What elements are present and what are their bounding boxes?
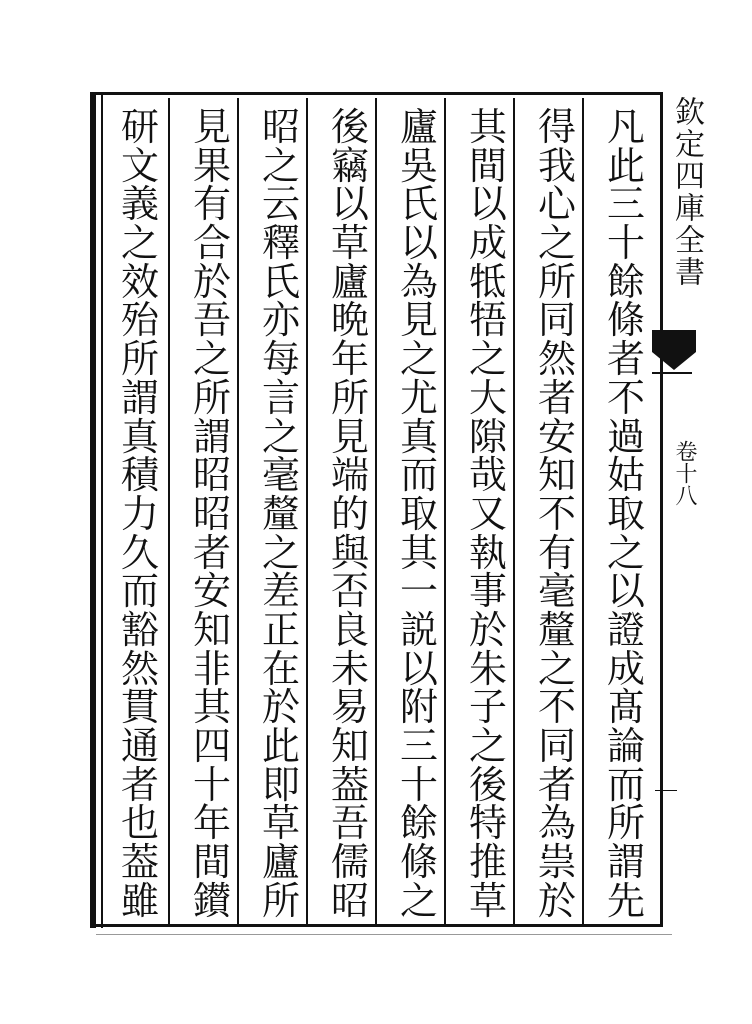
column-character: 非 — [192, 646, 231, 691]
column-character: 與 — [330, 530, 369, 575]
column-character: 為 — [399, 259, 438, 304]
column-character: 此 — [261, 724, 300, 768]
column-character: 豁 — [120, 607, 159, 652]
column-character: 心 — [537, 182, 576, 227]
fish-tail-rule — [652, 372, 692, 374]
column-character: 三 — [606, 182, 645, 227]
column-character: 研 — [120, 105, 159, 149]
column-character: 昭 — [192, 491, 231, 536]
column-character: 條 — [606, 298, 645, 343]
column-character: 事 — [468, 569, 507, 614]
column-character: 其 — [399, 530, 438, 575]
column-character: 之 — [537, 646, 576, 691]
column-character: 年 — [192, 801, 231, 846]
column-character: 然 — [120, 646, 159, 691]
column-character: 即 — [261, 762, 300, 807]
column-character: 昭 — [330, 878, 369, 923]
column-character: 言 — [261, 375, 300, 420]
column-character: 草 — [468, 878, 507, 923]
column-character: 安 — [537, 414, 576, 459]
column-character: 謂 — [606, 840, 645, 885]
column-character: 亦 — [261, 298, 300, 343]
column-character: 得 — [537, 105, 576, 149]
column-character: 條 — [399, 840, 438, 885]
column-character: 以 — [606, 569, 645, 614]
frame-left-thick-border — [90, 92, 96, 928]
column-character: 雖 — [120, 878, 159, 923]
column-character: 成 — [468, 221, 507, 266]
column-character: 其 — [468, 105, 507, 149]
column-character: 十 — [399, 762, 438, 807]
text-column-6 — [253, 105, 309, 923]
column-character: 取 — [399, 491, 438, 536]
column-character: 之 — [606, 530, 645, 575]
column-character: 殆 — [120, 298, 159, 343]
column-character: 同 — [537, 298, 576, 343]
column-character: 過 — [606, 414, 645, 459]
column-character: 力 — [120, 491, 159, 536]
column-character: 毫 — [537, 569, 576, 614]
column-character: 之 — [261, 414, 300, 459]
column-character: 文 — [120, 143, 159, 188]
column-character: 之 — [537, 221, 576, 266]
text-column-7 — [184, 105, 240, 923]
column-character: 知 — [330, 724, 369, 768]
column-character: 於 — [468, 607, 507, 652]
column-character: 於 — [537, 878, 576, 923]
column-character: 見 — [399, 298, 438, 343]
text-column-3 — [460, 105, 516, 923]
column-character: 貫 — [120, 685, 159, 730]
column-character: 不 — [537, 491, 576, 536]
column-character: 者 — [606, 337, 645, 382]
column-rule — [168, 98, 170, 924]
column-character: 間 — [468, 143, 507, 188]
column-character: 晩 — [330, 298, 369, 343]
column-character: 又 — [468, 491, 507, 536]
column-character: 此 — [606, 143, 645, 188]
column-character: 吾 — [192, 298, 231, 343]
column-character: 鑚 — [192, 878, 231, 923]
text-column-8 — [112, 105, 168, 923]
column-character: 為 — [537, 801, 576, 846]
column-character: 良 — [330, 607, 369, 652]
column-character: 釐 — [537, 607, 576, 652]
column-character: 朱 — [468, 646, 507, 691]
column-character: 大 — [468, 375, 507, 420]
column-character: 端 — [330, 453, 369, 498]
column-character: 十 — [606, 221, 645, 266]
text-column-4 — [391, 105, 447, 923]
column-character: 謂 — [120, 375, 159, 420]
column-character: 後 — [468, 762, 507, 807]
column-character: 氏 — [261, 259, 300, 304]
column-character: 一 — [399, 569, 438, 614]
column-character: 執 — [468, 530, 507, 575]
column-character: 其 — [192, 685, 231, 730]
column-character: 知 — [537, 453, 576, 498]
text-column-1 — [598, 105, 654, 923]
column-character: 推 — [468, 840, 507, 885]
column-character: 見 — [192, 105, 231, 149]
column-character: 説 — [399, 607, 438, 652]
column-character: 所 — [537, 259, 576, 304]
column-character: 祟 — [537, 840, 576, 885]
text-column-2 — [529, 105, 585, 923]
column-character: 凡 — [606, 105, 645, 149]
column-character: 者 — [192, 530, 231, 575]
column-character: 真 — [399, 414, 438, 459]
column-character: 以 — [399, 221, 438, 266]
column-character: 特 — [468, 801, 507, 846]
column-character: 所 — [606, 801, 645, 846]
column-character: 的 — [330, 491, 369, 536]
column-character: 髙 — [606, 685, 645, 730]
book-title: 欽定四庫全書 — [669, 96, 704, 288]
bottom-faint-rule — [96, 934, 672, 935]
column-character: 謂 — [192, 414, 231, 459]
column-character: 姑 — [606, 453, 645, 498]
column-character: 見 — [330, 414, 369, 459]
text-column-5 — [322, 105, 378, 923]
margin-tick — [655, 790, 677, 791]
column-character: 所 — [261, 878, 300, 923]
column-character: 而 — [120, 569, 159, 614]
frame-left-thin-border — [101, 92, 103, 928]
column-character: 者 — [537, 762, 576, 807]
column-character: 差 — [261, 569, 300, 614]
column-character: 每 — [261, 337, 300, 382]
column-character: 餘 — [399, 801, 438, 846]
column-character: 通 — [120, 724, 159, 768]
column-character: 我 — [537, 143, 576, 188]
column-character: 不 — [537, 685, 576, 730]
column-character: 有 — [192, 182, 231, 227]
column-character: 者 — [537, 375, 576, 420]
column-character: 以 — [399, 646, 438, 691]
column-character: 果 — [192, 143, 231, 188]
column-character: 以 — [330, 182, 369, 227]
column-character: 廬 — [261, 840, 300, 885]
column-character: 效 — [120, 259, 159, 304]
column-character: 隙 — [468, 414, 507, 459]
column-character: 之 — [468, 724, 507, 768]
column-character: 間 — [192, 840, 231, 885]
frame-top-border — [90, 92, 662, 95]
column-character: 也 — [120, 801, 159, 846]
column-character: 昭 — [261, 105, 300, 149]
column-character: 正 — [261, 607, 300, 652]
column-character: 而 — [399, 453, 438, 498]
column-character: 者 — [120, 762, 159, 807]
column-character: 釋 — [261, 221, 300, 266]
column-character: 尤 — [399, 375, 438, 420]
column-character: 三 — [399, 724, 438, 768]
column-character: 氏 — [399, 182, 438, 227]
column-character: 而 — [606, 762, 645, 807]
column-character: 合 — [192, 221, 231, 266]
column-character: 附 — [399, 685, 438, 730]
column-character: 真 — [120, 414, 159, 459]
column-character: 安 — [192, 569, 231, 614]
column-character: 同 — [537, 724, 576, 768]
column-character: 在 — [261, 646, 300, 691]
column-character: 之 — [399, 878, 438, 923]
column-character: 所 — [192, 375, 231, 420]
column-character: 成 — [606, 646, 645, 691]
column-character: 於 — [192, 259, 231, 304]
column-character: 葢 — [120, 840, 159, 885]
column-character: 子 — [468, 685, 507, 730]
column-character: 之 — [120, 221, 159, 266]
column-character: 知 — [192, 607, 231, 652]
column-character: 未 — [330, 646, 369, 691]
volume-label: 卷十八 — [672, 440, 697, 506]
column-character: 義 — [120, 182, 159, 227]
column-character: 之 — [261, 143, 300, 188]
column-character: 論 — [606, 724, 645, 768]
column-character: 後 — [330, 105, 369, 149]
column-character: 不 — [606, 375, 645, 420]
column-character: 廬 — [330, 259, 369, 304]
column-character: 以 — [468, 182, 507, 227]
column-character: 吾 — [330, 801, 369, 846]
column-character: 牾 — [468, 298, 507, 343]
column-character: 廬 — [399, 105, 438, 149]
column-character: 先 — [606, 878, 645, 923]
column-character: 草 — [261, 801, 300, 846]
column-character: 所 — [120, 337, 159, 382]
column-character: 於 — [261, 685, 300, 730]
column-character: 吳 — [399, 143, 438, 188]
column-character: 否 — [330, 569, 369, 614]
column-character: 哉 — [468, 453, 507, 498]
column-character: 之 — [192, 337, 231, 382]
column-character: 儒 — [330, 840, 369, 885]
column-character: 昭 — [192, 453, 231, 498]
column-character: 之 — [261, 530, 300, 575]
column-character: 積 — [120, 453, 159, 498]
column-character: 云 — [261, 182, 300, 227]
column-character: 十 — [192, 762, 231, 807]
column-character: 證 — [606, 607, 645, 652]
column-character: 然 — [537, 337, 576, 382]
column-character: 年 — [330, 337, 369, 382]
margin-strip — [662, 92, 716, 927]
column-character: 牴 — [468, 259, 507, 304]
column-character: 有 — [537, 530, 576, 575]
column-character: 久 — [120, 530, 159, 575]
column-character: 釐 — [261, 491, 300, 536]
column-character: 之 — [399, 337, 438, 382]
column-character: 易 — [330, 685, 369, 730]
column-character: 毫 — [261, 453, 300, 498]
column-character: 所 — [330, 375, 369, 420]
column-character: 餘 — [606, 259, 645, 304]
column-character: 四 — [192, 724, 231, 768]
column-character: 草 — [330, 221, 369, 266]
column-character: 葢 — [330, 762, 369, 807]
frame-bottom-border — [90, 924, 662, 927]
column-character: 之 — [468, 337, 507, 382]
column-character: 取 — [606, 491, 645, 536]
column-character: 竊 — [330, 143, 369, 188]
